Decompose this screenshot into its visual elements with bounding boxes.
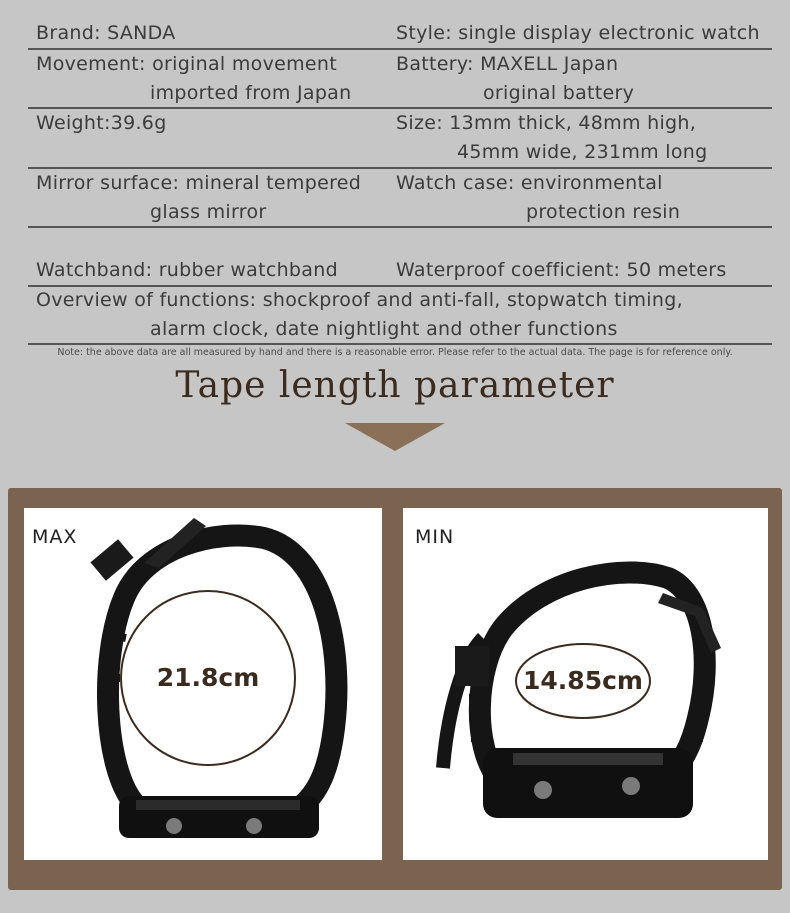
spec-size-cont: 45mm wide, 231mm long <box>457 141 708 163</box>
spec-size: Size: 13mm thick, 48mm high, <box>396 112 697 134</box>
spec-movement: Movement: original movement <box>36 53 337 75</box>
spec-battery-cont: original battery <box>483 82 635 104</box>
chevron-down-icon <box>345 423 445 453</box>
min-length-value: 14.85cm <box>523 666 643 695</box>
spec-style: Style: single display electronic watch <box>396 22 760 44</box>
spec-mirror-cont: glass mirror <box>150 201 267 223</box>
max-length-value: 21.8cm <box>156 663 260 692</box>
spec-case-cont: protection resin <box>526 201 681 223</box>
spec-watchband: Watchband: rubber watchband <box>36 259 338 281</box>
disclaimer-note: Note: the above data are all measured by hand and there is a reasonable error. Please refer to the actual data. The page is for reference only. <box>57 347 733 358</box>
min-label: MIN <box>415 526 455 548</box>
spec-mirror: Mirror surface: mineral tempered <box>36 172 362 194</box>
spec-battery: Battery: MAXELL Japan <box>396 53 619 75</box>
min-length-panel <box>403 508 768 860</box>
spec-overview: Overview of functions: shockproof and anti-fall, stopwatch timing, <box>36 289 683 311</box>
spec-waterproof: Waterproof coefficient: 50 meters <box>396 259 727 281</box>
spec-brand: Brand: SANDA <box>36 22 176 44</box>
max-length-panel <box>24 508 382 860</box>
max-label: MAX <box>32 526 78 548</box>
spec-case: Watch case: environmental <box>396 172 663 194</box>
spec-weight: Weight:39.6g <box>36 112 167 134</box>
spec-movement-cont: imported from Japan <box>150 82 352 104</box>
spec-overview-cont: alarm clock, date nightlight and other functions <box>150 318 618 340</box>
section-heading: Tape length parameter <box>175 365 615 406</box>
